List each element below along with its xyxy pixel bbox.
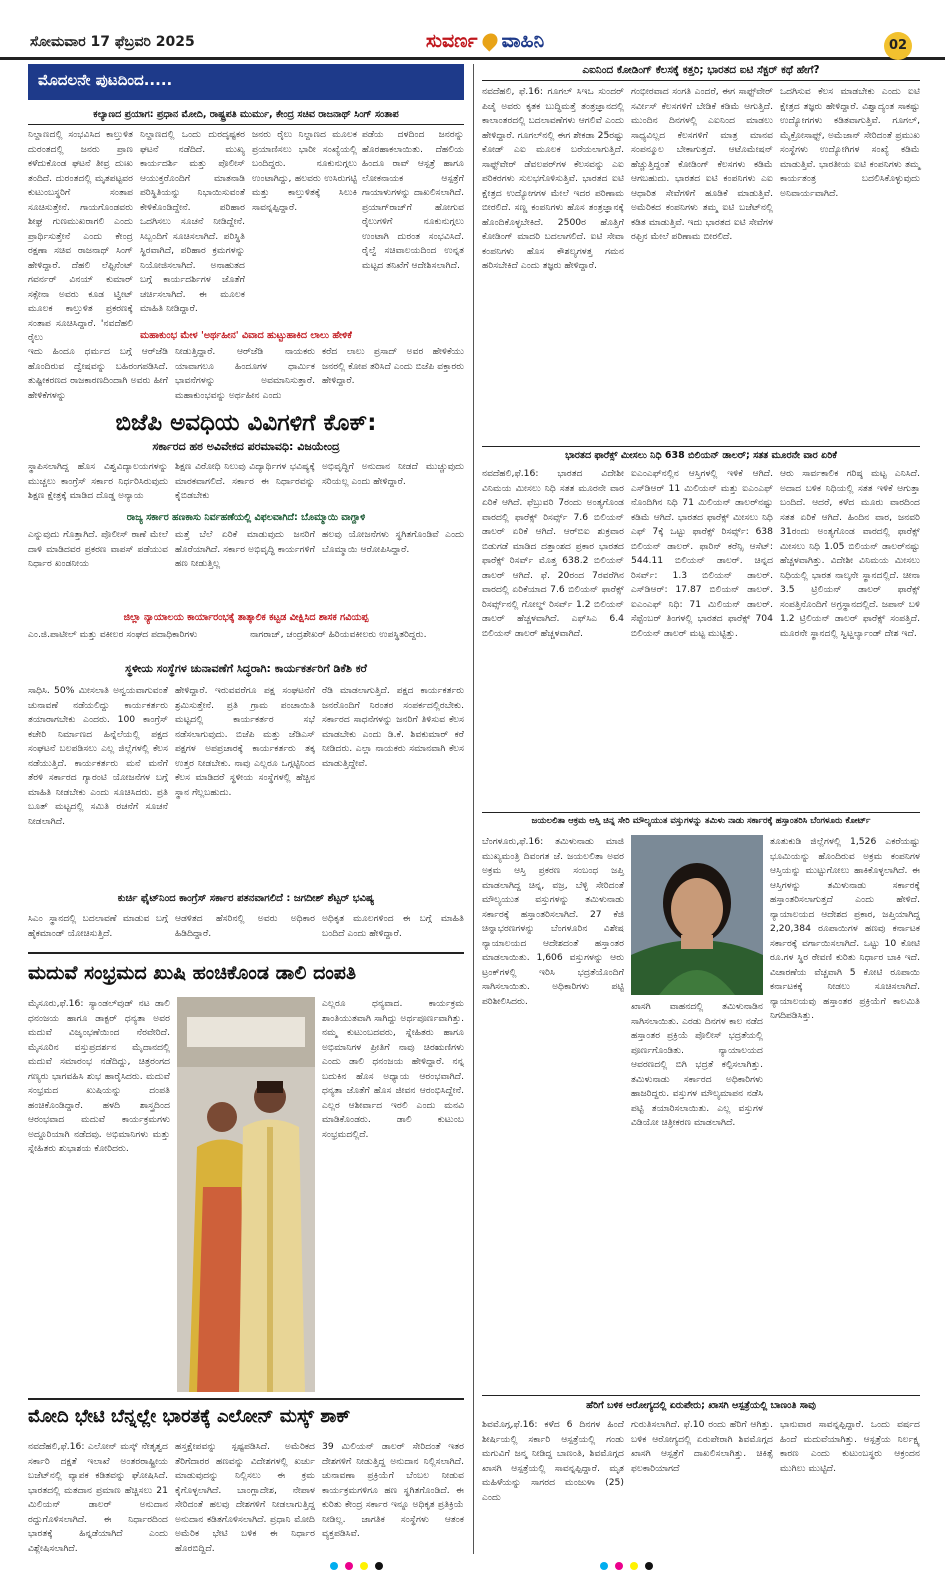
story2-col3: ಕರೆದ ಲಾಲು ಪ್ರಸಾದ್ ಅವರ ಹೇಳಿಕೆಯು ಜನರಲ್ಲಿ ಕೋಪ ತರಿಸಿದೆ ಎಂದು ಬಿಜೆಪಿ ವಕ್ತಾರರು ಹೇಳಿದ್ದಾರೆ. bbox=[322, 346, 464, 386]
story6-headline: ಸ್ಥಳೀಯ ಸಂಸ್ಥೆಗಳ ಚುನಾವಣೆಗೆ ಸಿದ್ಧರಾಗಿ: ಕಾರ್ಯಕರ್ತರಿಗೆ ಡಿಕೆಶಿ ಕರೆ bbox=[125, 662, 367, 675]
musk-col1: ನವದೆಹಲಿ,ಫೆ.16: ಎಲೋನ್ ಮಸ್ಕ್ ನೇತೃತ್ವದ ಸರ್ಕಾರಿ ದಕ್ಷತೆ ಇಲಾಖೆ ಅಂತರರಾಷ್ಟ್ರೀಯ ಬಜೆಟ್‌ನಲ್ಲಿ ವ್ಯಾಪಕ ಕಡಿತವನ್ನು ಘೋಷಿಸಿದೆ. ಭಾರತದಲ್ಲಿ ಮತದಾನ ಪ್ರಮಾಣ ಹೆಚ್ಚಿಸಲು 21 ಮಿಲಿಯನ್ ಡಾಲರ್ ಅನುದಾನ ರದ್ದುಗೊಳಿಸಲಾಗಿದೆ. ಈ ನಿರ್ಧಾರದಿಂದ ಭಾರತಕ್ಕೆ ಹಿನ್ನಡೆಯಾಗಿದೆ ಎಂದು ವಿಶ್ಲೇಷಿಸಲಾಗಿದೆ. bbox=[28, 1441, 168, 1554]
story6-col3: ರೆಡಿ ಮಾಡಲಾಗುತ್ತಿದೆ. ಪಕ್ಷದ ಕಾರ್ಯಕರ್ತರು ಜನರೊಂದಿಗೆ ನಿರಂತರ ಸಂಪರ್ಕದಲ್ಲಿರಬೇಕು. ಸರ್ಕಾರದ ಸಾಧನೆಗಳನ್ನು ಜನರಿಗೆ ತಿಳಿಸುವ ಕೆಲಸ ಮಾಡಬೇಕು ಎಂದು ಡಿ.ಕೆ. ಶಿವಕುಮಾರ್ ಕರೆ ನೀಡಿದರು. ಎಲ್ಲಾ ನಾಯಕರು ಸಮಾನವಾಗಿ ಕೆಲಸ ಮಾಡುತ್ತಿದ್ದೇವೆ. bbox=[322, 685, 464, 769]
story3-col2: ಶಿಕ್ಷಣ ವಿರೋಧಿ ನಿಲುವು ವಿದ್ಯಾರ್ಥಿಗಳ ಭವಿಷ್ಯಕ್ಕೆ ಮಾರಕವಾಗಲಿದೆ. ಸರ್ಕಾರ ಈ ನಿರ್ಧಾರವನ್ನು ಕೈಬಿಡಬೇಕು bbox=[175, 461, 315, 501]
wedding-col1: ಮೈಸೂರು,ಫೆ.16: ಸ್ಯಾಂಡಲ್‌ವುಡ್ ನಟ ಡಾಲಿ ಧನಂಜಯ ಹಾಗೂ ಡಾಕ್ಟರ್ ಧನ್ಯತಾ ಅವರ ಮದುವೆ ವಿಜೃಂಭಣೆಯಿಂದ ನೆರವೇರಿದೆ. ಮೈಸೂರಿನ ವಸ್ತುಪ್ರದರ್ಶನ ಮೈದಾನದಲ್ಲಿ ಮದುವೆ ಸಮಾರಂಭ ನಡೆದಿದ್ದು, ಚಿತ್ರರಂಗದ ಗಣ್ಯರು ಭಾಗವಹಿಸಿ ಶುಭ ಹಾರೈಸಿದರು. ಮದುವೆ ಸಂಭ್ರಮದ ಖುಷಿಯನ್ನು ದಂಪತಿ ಹಂಚಿಕೊಂಡಿದ್ದಾರೆ. ಹಳದಿ ಶಾಸ್ತ್ರದಿಂದ ಆರಂಭವಾದ ಮದುವೆ ಕಾರ್ಯಕ್ರಮಗಳು ಅದ್ದೂರಿಯಾಗಿ ನಡೆದವು. ಅಭಿಮಾನಿಗಳು ಮತ್ತು ಸ್ನೇಹಿತರು ಶುಭಾಶಯ ಕೋರಿದರು. bbox=[28, 998, 170, 1154]
story1-col4: ಪಡೆಯ ದಳದಿಂದ ಜನರನ್ನು ಹೊರಹಾಕಲಾಯಿತು. ದೆಹಲಿಯ ಹಿಂದೂ ರಾವ್ ಆಸ್ಪತ್ರೆ ಹಾಗೂ ಲೋಕನಾಯಕ ಆಸ್ಪತ್ರೆಗೆ ಗಾಯಾಳುಗಳನ್ನು ದಾಖಲಿಸಲಾಗಿದೆ. ಪ್ರಯಾಗ್‌ರಾಜ್‌ಗೆ ಹೋಗುವ ರೈಲುಗಳಿಗೆ ನೂಕುನುಗ್ಗಲು ಉಂಟಾಗಿ ದುರಂತ ಸಂಭವಿಸಿದೆ. ರೈಲ್ವೆ ಸಚಿವಾಲಯದಿಂದ ಉನ್ನತ ಮಟ್ಟದ ತನಿಖೆಗೆ ಆದೇಶಿಸಲಾಗಿದೆ. bbox=[362, 129, 464, 271]
musk-col2: ಹಸ್ತಕ್ಷೇಪವನ್ನು ಸ್ಪಷ್ಟಪಡಿಸಿದೆ. ಅಮೆರಿಕದ ತೆರಿಗೆದಾರರ ಹಣವನ್ನು ವಿದೇಶಗಳಲ್ಲಿ ಖರ್ಚು ಮಾಡುವುದನ್ನು ನಿಲ್ಲಿಸಲು ಈ ಕ್ರಮ ಕೈಗೊಳ್ಳಲಾಗಿದೆ. ಬಾಂಗ್ಲಾದೇಶ, ನೇಪಾಳ ಸೇರಿದಂತೆ ಹಲವು ದೇಶಗಳಿಗೆ ನೀಡಲಾಗುತ್ತಿದ್ದ ಅನುದಾನ ಕಡಿತಗೊಳಿಸಲಾಗಿದೆ. ಪ್ರಧಾನಿ ಮೋದಿ ಅಮೆರಿಕ ಭೇಟಿ ಬಳಿಕ ಈ ನಿರ್ಧಾರ ಹೊರಬಿದ್ದಿದೆ. bbox=[175, 1441, 315, 1554]
death-col1: ಶಿವಮೊಗ್ಗ,ಫೆ.16: ಕಳೆದ 6 ದಿನಗಳ ಹಿಂದೆ ಶೀರ್ಷಿಯಲ್ಲಿ ಸರ್ಕಾರಿ ಆಸ್ಪತ್ರೆಯಲ್ಲಿ ಗಂಡು ಮಗುವಿಗೆ ಜನ್ಮ ನೀಡಿದ್ದ ಬಾಣಂತಿ, ಶಿವಮೊಗ್ಗದ ಖಾಸಗಿ ಆಸ್ಪತ್ರೆಯಲ್ಲಿ ಸಾವನ್ನಪ್ಪಿದ್ದಾರೆ. ಮೃತ ಮಹಿಳೆಯನ್ನು ಸಾಗರದ ಮಂಜುಳಾ (25) ಎಂದು bbox=[482, 1419, 624, 1503]
jayalalithaa-photo bbox=[631, 835, 763, 995]
story3-col3: ಅಭಿವೃದ್ಧಿಗೆ ಅನುದಾನ ನೀಡದೆ ಮುಚ್ಚುವುದು ಸರಿಯಲ್ಲ ಎಂದು ಹೇಳಿದ್ದಾರೆ. bbox=[322, 461, 464, 487]
story3-subhead: ಸರ್ಕಾರದ ಹಠ ಅವಿವೇಕದ ಪರಮಾವಧಿ: ವಿಜಯೇಂದ್ರ bbox=[152, 440, 340, 453]
death-col2: ಗುರುತಿಸಲಾಗಿದೆ. ಫೆ.10 ರಂದು ಹೆರಿಗೆ ಆಗಿತ್ತು. ಬಳಿಕ ಆರೋಗ್ಯದಲ್ಲಿ ಏರುಪೇರಾಗಿ ಶಿವಮೊಗ್ಗದ ಖಾಸಗಿ ಆಸ್ಪತ್ರೆಗೆ ದಾಖಲಿಸಲಾಗಿತ್ತು. ಚಿಕಿತ್ಸೆ ಫಲಕಾರಿಯಾಗದೆ bbox=[631, 1419, 773, 1474]
jayalalithaa-portrait-image bbox=[631, 835, 763, 995]
wedding-headline: ಮದುವೆ ಸಂಭ್ರಮದ ಖುಷಿ ಹಂಚಿಕೊಂಡ ಡಾಲಿ ದಂಪತಿ bbox=[28, 962, 357, 984]
forex-col2: ಐಎಂಎಫ್‌ನಲ್ಲಿನ ಆಸ್ತಿಗಳಲ್ಲಿ ಇಳಿಕೆ ಆಗಿದೆ. ಎಸ್‌ಡಿಆರ್ 11 ಮಿಲಿಯನ್ ಮತ್ತು ಐಎಂಎಫ್ ನೊಂದಿಗಿನ ನಿಧಿ 71 ಮಿಲಿಯನ್ ಡಾಲರ್‌ನಷ್ಟು ಕಡಿಮೆ ಆಗಿದೆ. ಭಾರತದ ಫಾರೆಕ್ಸ್ ಮೀಸಲು ನಿಧಿ ಎಫ್ 7ಕ್ಕೆ ಒಟ್ಟು ಫಾರೆಕ್ಸ್ ರಿಸರ್ವ್ಸ್: 638 ಬಿಲಿಯನ್ ಡಾಲರ್. ಫಾರಿನ್ ಕರೆನ್ಸಿ ಆಸೆಟ್: 544.11 ಬಿಲಿಯನ್ ಡಾಲರ್. ಚಿನ್ನದ ರಿಸರ್ವ್: 1.3 ಬಿಲಿಯನ್ ಡಾಲರ್. ಎಸ್‌ಡಿಆರ್: 17.87 ಬಿಲಿಯನ್ ಡಾಲರ್. ಐಎಂಎಫ್‌ ನಿಧಿ: 71 ಮಿಲಿಯನ್ ಡಾಲರ್. ಸೆಪ್ಟೆಂಬರ್ ತಿಂಗಳಲ್ಲಿ ಭಾರತದ ಫಾರೆಕ್ಸ್ 704 ಬಿಲಿಯನ್ ಡಾಲರ್ ಮಟ್ಟ ಮುಟ್ಟಿತ್ತು. bbox=[631, 468, 773, 639]
jaya-headline: ಜಯಲಲಿತಾ ಆಕ್ರಮ ಆಸ್ತಿ ಚಿನ್ನ ಸೇರಿ ಮೌಲ್ಯಯುತ ವಸ್ತುಗಳನ್ನು ತಮಿಳು ನಾಡು ಸರ್ಕಾರಕ್ಕೆ ಹಸ್ತಾಂತರಿಸಿ ಬೆಂಗಳೂರು ಕೋರ್ಟ್ bbox=[531, 816, 871, 826]
jaya-col1: ಬೆಂಗಳೂರು,ಫೆ.16: ತಮಿಳುನಾಡು ಮಾಜಿ ಮುಖ್ಯಮಂತ್ರಿ ದಿವಂಗತ ಜೆ. ಜಯಲಲಿತಾ ಅವರ ಅಕ್ರಮ ಆಸ್ತಿ ಪ್ರಕರಣ ಸಂಬಂಧ ಜಪ್ತಿ ಮಾಡಲಾಗಿದ್ದ ಚಿನ್ನ, ವಜ್ರ, ಬೆಳ್ಳಿ ಸೇರಿದಂತೆ ಮೌಲ್ಯಯುತ ವಸ್ತುಗಳನ್ನು ತಮಿಳುನಾಡು ಸರ್ಕಾರಕ್ಕೆ ಹಸ್ತಾಂತರಿಸಲಾಗಿದೆ. 27 ಕೆಜಿ ಚಿನ್ನಾಭರಣಗಳನ್ನು ಬೆಂಗಳೂರಿನ ವಿಶೇಷ ನ್ಯಾಯಾಲಯದ ಆದೇಶದಂತೆ ಹಸ್ತಾಂತರ ಮಾಡಲಾಯಿತು. 1,606 ವಸ್ತುಗಳನ್ನು ಆರು ಟ್ರಂಕ್‌ಗಳಲ್ಲಿ ಇರಿಸಿ ಭದ್ರತೆಯೊಂದಿಗೆ ಸಾಗಿಸಲಾಯಿತು. ಅಧಿಕಾರಿಗಳು ಪಟ್ಟಿ ಪರಿಶೀಲಿಸಿದರು. bbox=[482, 836, 624, 1007]
wedding-col2: ಎಲ್ಲರೂ ಧನ್ಯವಾದ. ಕಾರ್ಯಕ್ರಮ ಶಾಂತಿಯುತವಾಗಿ ಸಾಗಿದ್ದು ಅರ್ಥಪೂರ್ಣವಾಗಿತ್ತು. ನಮ್ಮ ಕುಟುಂಬದವರು, ಸ್ನೇಹಿತರು ಹಾಗೂ ಅಭಿಮಾನಿಗಳ ಪ್ರೀತಿಗೆ ನಾವು ಚಿರಋಣಿಗಳು ಎಂದು ಡಾಲಿ ಧನಂಜಯ ಹೇಳಿದ್ದಾರೆ. ನನ್ನ ಬದುಕಿನ ಹೊಸ ಅಧ್ಯಾಯ ಆರಂಭವಾಗಿದೆ. ಧನ್ಯತಾ ಜೊತೆಗೆ ಹೊಸ ಜೀವನ ಆರಂಭಿಸಿದ್ದೇನೆ. ಎಲ್ಲರ ಆಶೀರ್ವಾದ ಇರಲಿ ಎಂದು ಮನವಿ ಮಾಡಿಕೊಂಡರು. ಡಾಲಿ ಕುಟುಂಬ ಸಂಭ್ರಮದಲ್ಲಿದೆ. bbox=[322, 998, 464, 1140]
story2-col1: ಇದು ಹಿಂದೂ ಧರ್ಮದ ಬಗ್ಗೆ ಆರ್‌ಜೆಡಿ ಹೊಂದಿರುವ ದ್ವೇಷವನ್ನು ಬಹಿರಂಗಪಡಿಸಿದೆ. ತುಷ್ಟೀಕರಣದ ರಾಜಕಾರಣದಿಂದಾಗಿ ಅವರು ಹೀಗೆ ಹೇಳಿಕೆಗಳನ್ನು bbox=[28, 346, 168, 401]
masthead-brand bbox=[390, 30, 580, 58]
musk-top-rule bbox=[28, 1398, 464, 1400]
wedding-couple-image bbox=[177, 997, 315, 1392]
story4-col2: ಮತ್ತೆ ಬೆಲೆ ಏರಿಕೆ ಮಾಡುವುದು ಜನರಿಗೆ ಹೊರೆಯಾಗಿದೆ. ಸರ್ಕಾರ ಅಭಿವೃದ್ಧಿ ಕಾರ್ಯಗಳಿಗೆ ಹಣ ನೀಡುತ್ತಿಲ್ಲ bbox=[175, 529, 315, 569]
it-rule bbox=[482, 80, 920, 81]
story5-col1: ಎಂ.ಜಿ.ಪಾಟೀಲ್ ಮತ್ತು ವಕೀಲರ ಸಂಘದ ಪದಾಧಿಕಾರಿಗಳು bbox=[28, 629, 198, 640]
jaya-col2: ಖಾಸಗಿ ವಾಹನದಲ್ಲಿ ತಮಿಳುನಾಡಿನ ಸಾಗಿಸಲಾಯಿತು. ಎರಡು ದಿನಗಳ ಕಾಲ ನಡೆದ ಹಸ್ತಾಂತರ ಪ್ರಕ್ರಿಯೆ ಪೊಲೀಸ್ ಭದ್ರತೆಯಲ್ಲಿ ಪೂರ್ಣಗೊಂಡಿತು. ನ್ಯಾಯಾಲಯದ ಆವರಣದಲ್ಲಿ ಬಿಗಿ ಭದ್ರತೆ ಕಲ್ಪಿಸಲಾಗಿತ್ತು. ತಮಿಳುನಾಡು ಸರ್ಕಾರದ ಅಧಿಕಾರಿಗಳು ಹಾಜರಿದ್ದರು. ವಸ್ತುಗಳ ಮೌಲ್ಯಮಾಪನ ನಡೆಸಿ ಪಟ್ಟಿ ತಯಾರಿಸಲಾಯಿತು. ಎಲ್ಲ ವಸ್ತುಗಳ ವಿಡಿಯೋ ಚಿತ್ರೀಕರಣ ಮಾಡಲಾಗಿದೆ. bbox=[631, 1001, 763, 1128]
reg-mark-yellow-2 bbox=[630, 1562, 638, 1570]
story2-col2: ನೀಡುತ್ತಿದ್ದಾರೆ. ಆರ್‌ಜೆಡಿ ನಾಯಕರು ಯಾವಾಗಲೂ ಹಿಂದೂಗಳ ಧಾರ್ಮಿಕ ಭಾವನೆಗಳನ್ನು ಅವಮಾನಿಸುತ್ತಾರೆ. ಮಹಾಕುಂಭವನ್ನು ಅರ್ಥಹೀನ ಎಂದು bbox=[175, 346, 315, 401]
story1-rule bbox=[28, 124, 464, 125]
it-col1: ನವದೆಹಲಿ, ಫೆ.16: ಗೂಗಲ್ ಸಿಇಒ ಸುಂದರ್ ಪಿಚೈ ಅವರು ಕೃತಕ ಬುದ್ಧಿಮತ್ತೆ ತಂತ್ರಜ್ಞಾನದಲ್ಲಿ ಕಾಲಾಂತರದಲ್ಲಿ ಬದಲಾವಣೆಗಳು ಆಗಲಿವೆ ಎಂದು ಹೇಳಿದ್ದಾರೆ. ಗೂಗಲ್‌ನಲ್ಲಿ ಈಗ ಶೇಕಡಾ 25ರಷ್ಟು ಕೋಡ್ ಎಐ ಮೂಲಕ ಬರೆಯಲಾಗುತ್ತಿದೆ. ಸಾಫ್ಟ್‌ವೇರ್ ಡೆವಲಪರ್‌ಗಳ ಕೆಲಸವನ್ನು ಎಐ ಪರಿಕರಗಳು ಸುಲಭಗೊಳಿಸುತ್ತಿವೆ. ಭಾರತದ ಐಟಿ ಕ್ಷೇತ್ರದ ಉದ್ಯೋಗಗಳ ಮೇಲೆ ಇದರ ಪರಿಣಾಮ ಬೀರಲಿದೆ. ಸಣ್ಣ ಕಂಪನಿಗಳು ಹೊಸ ತಂತ್ರಜ್ಞಾನಕ್ಕೆ ಹೊಂದಿಕೊಳ್ಳಬೇಕಿದೆ. 2500ರ ಹೊತ್ತಿಗೆ ಕೋಡಿಂಗ್ ಮಾದರಿ ಬದಲಾಗಲಿದೆ. ಐಟಿ ಸೇವಾ ಕಂಪನಿಗಳು ಹೊಸ ಕೌಶಲ್ಯಗಳತ್ತ ಗಮನ ಹರಿಸಬೇಕಿದೆ ಎಂದು ತಜ್ಞರು ಹೇಳಿದ್ದಾರೆ. bbox=[482, 86, 624, 271]
page-number: 02 bbox=[888, 38, 908, 53]
story4-col1: ಎನ್ನುವುದು ಗೊತ್ತಾಗಿದೆ. ಪೊಲೀಸ್ ಠಾಣೆ ಮೇಲೆ ದಾಳಿ ಮಾಡಿದವರ ಪ್ರಕರಣ ವಾಪಸ್ ಪಡೆಯುವ ನಿರ್ಧಾರ ಖಂಡನೀಯ bbox=[28, 529, 168, 569]
forex-col1: ನವದೆಹಲಿ,ಫೆ.16: ಭಾರತದ ವಿದೇಶೀ ವಿನಿಮಯ ಮೀಸಲು ನಿಧಿ ಸತತ ಮೂರನೇ ವಾರ ಏರಿಕೆ ಆಗಿದೆ. ಫೆಬ್ರುವರಿ 7ರಂದು ಅಂತ್ಯಗೊಂಡ ವಾರದಲ್ಲಿ ಫಾರೆಕ್ಸ್ ರಿಸರ್ವ್ಸ್ 7.6 ಬಿಲಿಯನ್ ಡಾಲರ್ ಏರಿಕೆ ಆಗಿದೆ. ಆರ್‌ಬಿಐ ಶುಕ್ರವಾರ ಬಿಡುಗಡೆ ಮಾಡಿದ ದತ್ತಾಂಶದ ಪ್ರಕಾರ ಭಾರತದ ಫಾರೆಕ್ಸ್ ರಿಸರ್ವ್ ಮೊತ್ತ 638.2 ಬಿಲಿಯನ್ ಡಾಲರ್ ಆಗಿದೆ. ಫೆ. 20ರಂದ 7ರವರೆಗಿನ ವಾರದಲ್ಲಿ ಏರಿಕೆಯಾದ 7.6 ಬಿಲಿಯನ್ ಫಾರೆಕ್ಸ್ ರಿಸರ್ವ್ಸ್‌ನಲ್ಲಿ ಗೋಲ್ಡ್ ರಿಸರ್ವ್ 1.2 ಬಿಲಿಯನ್ ಡಾಲರ್ ಹೆಚ್ಚಳವಾಗಿದೆ. ಎಫ್‌ಸಿಎ 6.4 ಬಿಲಿಯನ್ ಡಾಲರ್ ಹೆಚ್ಚಳವಾಗಿದೆ. bbox=[482, 468, 624, 639]
it-headline: ಎಐನಿಂದ ಕೋಡಿಂಗ್ ಕೆಲಸಕ್ಕೆ ಕತ್ತರಿ; ಭಾರತದ ಐಟಿ ಸೆಕ್ಟರ್ ಕಥೆ ಹೇಗೆ? bbox=[582, 64, 820, 76]
jaya-col3: ತೂತುಕುಡಿ ಜಿಲ್ಲೆಗಳಲ್ಲಿ 1,526 ಎಕರೆಯಷ್ಟು ಭೂಮಿಯನ್ನು ಹೊಂದಿರುವ ಅಕ್ರಮ ಕಂಪನಿಗಳ ಆಸ್ತಿಯನ್ನು ಮುಟ್ಟುಗೋಲು ಹಾಕಿಕೊಳ್ಳಲಾಗಿದೆ. ಈ ಆಸ್ತಿಗಳನ್ನು ತಮಿಳುನಾಡು ಸರ್ಕಾರಕ್ಕೆ ಹಸ್ತಾಂತರಿಸಲಾಗುತ್ತದೆ ಎಂದು ಹೇಳಿದೆ. ನ್ಯಾಯಾಲಯದ ಆದೇಶದ ಪ್ರಕಾರ, ಜಪ್ತಿಯಾಗಿದ್ದ 2,20,384 ರೂಪಾಯಿಗಳ ಹಣವು ಕರ್ನಾಟಕ ಸರ್ಕಾರಕ್ಕೆ ವರ್ಗಾಯಿಸಲಾಗಿದೆ. ಒಟ್ಟು 10 ಕೋಟಿ ರೂ.ಗಳ ಸ್ಥಿರ ಠೇವಣಿ ಕುರಿತು ನಿರ್ಧಾರ ಬಾಕಿ ಇದೆ. ವಿಚಾರಣೆಯ ವೆಚ್ಚವಾಗಿ 5 ಕೋಟಿ ರೂಪಾಯಿ ಕರ್ನಾಟಕಕ್ಕೆ ನೀಡಲು ಸೂಚಿಸಲಾಗಿದೆ. ನ್ಯಾಯಾಲಯವು ಹಸ್ತಾಂತರ ಪ್ರಕ್ರಿಯೆಗೆ ಕಾಲಮಿತಿ ನಿಗದಿಪಡಿಸಿತ್ತು. bbox=[770, 836, 920, 1021]
forex-headline: ಭಾರತದ ಫಾರೆಕ್ಸ್ ಮೀಸಲು ನಿಧಿ 638 ಬಿಲಿಯನ್ ಡಾಲರ್; ಸತತ ಮೂರನೇ ವಾರ ಏರಿಕೆ bbox=[565, 450, 837, 461]
jaya-top-rule bbox=[482, 812, 920, 813]
wedding-photo bbox=[177, 997, 315, 1392]
death-headline: ಹೆರಿಗೆ ಬಳಿಕ ಆರೋಗ್ಯದಲ್ಲಿ ಏರುಪೇರು; ಖಾಸಗಿ ಆಸ್ಪತ್ರೆಯಲ್ಲಿ ಬಾಣಂತಿ ಸಾವು bbox=[586, 1400, 816, 1411]
it-col2: ಗಂಭೀರವಾದ ಸಂಗತಿ ಎಂದರೆ, ಈಗ ಸಾಫ್ಟ್‌ವೇರ್ ಸರ್ವೀಸ್ ಕೆಲಸಗಳಿಗೆ ಬೇಡಿಕೆ ಕಡಿಮೆ ಆಗುತ್ತಿದೆ. ಮುಂದಿನ ದಿನಗಳಲ್ಲಿ ಎಐನಿಂದ ಮಾಡಲು ಸಾಧ್ಯವಿಲ್ಲದ ಕೆಲಸಗಳಿಗೆ ಮಾತ್ರ ಮಾನವ ಸಂಪನ್ಮೂಲ ಬೇಕಾಗುತ್ತದೆ. ಆಟೊಮೇಷನ್ ಹೆಚ್ಚುತ್ತಿದ್ದಂತೆ ಕೋಡಿಂಗ್ ಕೆಲಸಗಳು ಕಡಿಮೆ ಆಗಬಹುದು. ಭಾರತದ ಐಟಿ ಕಂಪನಿಗಳು ಎಐ ಆಧಾರಿತ ಸೇವೆಗಳಿಗೆ ಹೂಡಿಕೆ ಮಾಡುತ್ತಿವೆ. ಅಮೆರಿಕದ ಕಂಪನಿಗಳು ತಮ್ಮ ಐಟಿ ಬಜೆಟ್‌ನಲ್ಲಿ ಕಡಿತ ಮಾಡುತ್ತಿವೆ. ಇದು ಭಾರತದ ಐಟಿ ಸೇವೆಗಳ ರಫ್ತಿನ ಮೇಲೆ ಪರಿಣಾಮ ಬೀರಲಿದೆ. bbox=[631, 86, 773, 242]
death-top-rule bbox=[482, 1395, 920, 1396]
musk-headline: ಮೋದಿ ಭೇಟಿ ಬೆನ್ನಲ್ಲೇ ಭಾರತಕ್ಕೆ ಎಲೋನ್ ಮಸ್ಕ್ ಶಾಕ್ bbox=[28, 1406, 351, 1427]
forex-top-rule bbox=[482, 446, 920, 447]
story6-col2: ಹೇಳಿದ್ದಾರೆ. ಇರುವವರೆಗೂ ಪಕ್ಷ ಸಂಘಟನೆಗೆ ಶ್ರಮಿಸುತ್ತೇನೆ. ಪ್ರತಿ ಗ್ರಾಮ ಪಂಚಾಯಿತಿ ಮಟ್ಟದಲ್ಲಿ ಕಾರ್ಯಕರ್ತರ ಸಭೆ ನಡೆಸಲಾಗುವುದು. ಬಿಜೆಪಿ ಮತ್ತು ಜೆಡಿಎಸ್ ಪಕ್ಷಗಳ ಅಪಪ್ರಚಾರಕ್ಕೆ ಕಾರ್ಯಕರ್ತರು ತಕ್ಕ ಉತ್ತರ ನೀಡಬೇಕು. ನಾವು ಎಲ್ಲರೂ ಒಗ್ಗಟ್ಟಿನಿಂದ ಕೆಲಸ ಮಾಡಿದರೆ ಸ್ಥಳೀಯ ಸಂಸ್ಥೆಗಳಲ್ಲಿ ಹೆಚ್ಚಿನ ಸ್ಥಾನ ಗೆಲ್ಲಬಹುದು. bbox=[175, 685, 315, 798]
reg-mark-cyan bbox=[330, 1562, 338, 1570]
story3-headline: ಬಿಜೆಪಿ ಅವಧಿಯ ವಿವಿಗಳಿಗೆ ಕೊಕ್: bbox=[115, 410, 377, 436]
story4-headline: ರಾಜ್ಯ ಸರ್ಕಾರ ಹಣಕಾಸು ನಿರ್ವಹಣೆಯಲ್ಲಿ ವಿಫಲವಾಗಿದೆ: ಬೊಮ್ಮಾಯಿ ವಾಗ್ದಾಳಿ bbox=[126, 512, 366, 523]
musk-col3: 39 ಮಿಲಿಯನ್ ಡಾಲರ್ ಸೇರಿದಂತೆ ಇತರ ದೇಶಗಳಿಗೆ ನೀಡುತ್ತಿದ್ದ ಅನುದಾನ ನಿಲ್ಲಿಸಲಾಗಿದೆ. ಚುನಾವಣಾ ಪ್ರಕ್ರಿಯೆಗೆ ಬೆಂಬಲ ನೀಡುವ ಕಾರ್ಯಕ್ರಮಗಳಿಗೂ ಹಣ ಸ್ಥಗಿತಗೊಂಡಿದೆ. ಈ ಕುರಿತು ಕೇಂದ್ರ ಸರ್ಕಾರ ಇನ್ನೂ ಅಧಿಕೃತ ಪ್ರತಿಕ್ರಿಯೆ ನೀಡಿಲ್ಲ. ಜಾಗತಿಕ ಸಂಸ್ಥೆಗಳು ಆತಂಕ ವ್ಯಕ್ತಪಡಿಸಿವೆ. bbox=[322, 1441, 464, 1539]
reg-mark-magenta bbox=[345, 1562, 353, 1570]
story5-headline: ಜಿಲ್ಲಾ ನ್ಯಾಯಾಲಯ ಕಾರ್ಯಾರಂಭಕ್ಕೆ ತಾತ್ಕಾಲಿಕ ಕಟ್ಟಡ ವೀಕ್ಷಿಸಿದ ಶಾಸಕ ಗವಿಯಪ್ಪ bbox=[123, 612, 369, 623]
reg-mark-cyan-2 bbox=[600, 1562, 608, 1570]
it-col3: ಒದಗಿಸುವ ಕೆಲಸ ಮಾಡಬೇಕು ಎಂದು ಐಟಿ ಕ್ಷೇತ್ರದ ತಜ್ಞರು ಹೇಳಿದ್ದಾರೆ. ವಿಶ್ವಾದ್ಯಂತ ಸಾಕಷ್ಟು ಉದ್ಯೋಗಗಳು ಕಡಿತವಾಗುತ್ತಿವೆ. ಗೂಗಲ್, ಮೈಕ್ರೋಸಾಫ್ಟ್, ಅಮೆಜಾನ್ ಸೇರಿದಂತೆ ಪ್ರಮುಖ ಸಂಸ್ಥೆಗಳು ಉದ್ಯೋಗಿಗಳ ಸಂಖ್ಯೆ ಕಡಿಮೆ ಮಾಡುತ್ತಿವೆ. ಭಾರತೀಯ ಐಟಿ ಕಂಪನಿಗಳು ತಮ್ಮ ಕಾರ್ಯತಂತ್ರ ಬದಲಿಸಿಕೊಳ್ಳುವುದು ಅನಿವಾರ್ಯವಾಗಿದೆ. bbox=[780, 86, 920, 199]
story7-headline: ಕುರ್ಚಿ ಫೈಟ್‌ನಿಂದ ಕಾಂಗ್ರೆಸ್ ಸರ್ಕಾರ ಪತನವಾಗಲಿದೆ : ಜಗದೀಶ್ ಶೆಟ್ಟರ್ ಭವಿಷ್ಯ bbox=[117, 893, 375, 904]
brand-left: ಸುವರ್ಣ bbox=[425, 30, 478, 52]
story1-col2: ನಿಲ್ದಾಣದಲ್ಲಿ ಒಂದು ದುರದೃಷ್ಟಕರ ಘಟನೆ ನಡೆದಿದೆ. ಮುಖ್ಯ ಕಾರ್ಯದರ್ಶಿ ಮತ್ತು ಪೊಲೀಸ್ ಆಯುಕ್ತರೊಂದಿಗೆ ಮಾತನಾಡಿ ಪರಿಸ್ಥಿತಿಯನ್ನು ನಿಭಾಯಿಸುವಂತೆ ಕೇಳಿಕೊಂಡಿದ್ದೇನೆ. ಪರಿಹಾರ ಒದಗಿಸಲು ಸೂಚನೆ ನೀಡಿದ್ದೇನೆ. ಸಿಬ್ಬಂದಿಗೆ ಸೂಚಿಸಲಾಗಿದೆ. ಪರಿಸ್ಥಿತಿ ಸ್ಥಿರವಾಗಿದೆ, ಪರಿಹಾರ ಕ್ರಮಗಳನ್ನು ನಿಯೋಜಿಸಲಾಗಿದೆ. ಅನಾಹುತದ ಬಗ್ಗೆ ಕಾರ್ಯದರ್ಶಿಗಳ ಜೊತೆಗೆ ಚರ್ಚಿಸಲಾಗಿದೆ. ಈ ಮೂಲಕ ಮಾಹಿತಿ ನೀಡಿದ್ದಾರೆ. bbox=[140, 129, 245, 314]
reg-mark-black bbox=[375, 1562, 383, 1570]
story1-headline: ಕಲ್ಯಾಣದ ಪ್ರಯಾಗ: ಪ್ರಧಾನ ಮೋದಿ, ರಾಷ್ಟ್ರಪತಿ ಮುರ್ಮು, ಕೇಂದ್ರ ಸಚಿವ ರಾಜನಾಥ್ ಸಿಂಗ್ ಸಂತಾಪ bbox=[93, 109, 399, 120]
story1-col1: ನಿಲ್ದಾಣದಲ್ಲಿ ಸಂಭವಿಸಿದ ಕಾಲ್ತುಳಿತ ದುರಂತದಲ್ಲಿ ಜನರು ಪ್ರಾಣ ಕಳೆದುಕೊಂಡ ಘಟನೆ ತೀವ್ರ ದುಃಖ ತಂದಿದೆ. ದುರಂತದಲ್ಲಿ ಮೃತಪಟ್ಟವರ ಕುಟುಂಬಸ್ಥರಿಗೆ ಸಂತಾಪ ಸೂಚಿಸುತ್ತೇನೆ. ಗಾಯಗೊಂಡವರು ಶೀಘ್ರ ಗುಣಮುಖರಾಗಲಿ ಎಂದು ಪ್ರಾರ್ಥಿಸುತ್ತೇನೆ ಎಂದು ಕೇಂದ್ರ ರಕ್ಷಣಾ ಸಚಿವ ರಾಜನಾಥ್ ಸಿಂಗ್ ಹೇಳಿದ್ದಾರೆ. ದೆಹಲಿ ಲೆಫ್ಟಿನೆಂಟ್ ಗವರ್ನರ್ ವಿನಯ್ ಕುಮಾರ್ ಸಕ್ಸೇನಾ ಅವರು ಕೂಡ ಟ್ವೀಟ್ ಮೂಲಕ ಕಾಲ್ತುಳಿತ ಪ್ರಕರಣಕ್ಕೆ ಸಂತಾಪ ಸೂಚಿಸಿದ್ದಾರೆ. 'ನವದೆಹಲಿ ರೈಲು bbox=[28, 129, 133, 343]
page-number-badge bbox=[884, 32, 912, 60]
story4-col3: ಹಲವು ಯೋಜನೆಗಳು ಸ್ಥಗಿತಗೊಂಡಿವೆ ಎಂದು ಬೊಮ್ಮಾಯಿ ಆರೋಪಿಸಿದ್ದಾರೆ. bbox=[322, 529, 464, 555]
story7-col1: ಸಿಎಂ ಸ್ಥಾನದಲ್ಲಿ ಬದಲಾವಣೆ ಮಾಡುವ ಬಗ್ಗೆ ಹೈಕಮಾಂಡ್ ಯೋಚಿಸುತ್ತಿದೆ. bbox=[28, 913, 168, 939]
story2-headline: ಮಹಾಕುಂಭ ಮೇಳ 'ಅರ್ಥಹೀನ' ವಿವಾದ ಹುಟ್ಟುಹಾಕಿದ ಲಾಲು ಹೇಳಿಕೆ bbox=[140, 330, 352, 341]
story5-col2: ನಾಗರಾಜ್, ಚಂದ್ರಶೇಖರ್ ಹಿರಿಯವಕೀಲರು ಉಪಸ್ಥಿತರಿದ್ದರು. bbox=[250, 629, 427, 640]
brand-right: ವಾಹಿನಿ bbox=[501, 30, 545, 52]
reg-mark-magenta-2 bbox=[615, 1562, 623, 1570]
story7-col2: ಆಡಳಿತದ ಹೆಸರಿನಲ್ಲಿ ಅವರು ಅಧಿಕಾರ ಹಿಡಿದಿದ್ದಾರೆ. bbox=[175, 913, 315, 939]
reg-mark-yellow bbox=[360, 1562, 368, 1570]
story6-col1: ಸಾಧಿಸಿ. 50% ಮೀಸಲಾತಿ ಅನ್ವಯವಾಗುವಂತೆ ಚುನಾವಣೆ ನಡೆಯಲಿದ್ದು ಕಾರ್ಯಕರ್ತರು ತಯಾರಾಗಬೇಕು ಎಂದರು. 100 ಕಾಂಗ್ರೆಸ್ ಕಚೇರಿ ನಿರ್ಮಾಣದ ಹಿನ್ನೆಲೆಯಲ್ಲಿ ಪಕ್ಷದ ಸಂಘಟನೆ ಬಲಪಡಿಸಲು ಎಲ್ಲ ಜಿಲ್ಲೆಗಳಲ್ಲಿ ಕೆಲಸ ನಡೆಯುತ್ತಿದೆ. ಕಾರ್ಯಕರ್ತರು ಮನೆ ಮನೆಗೆ ತೆರಳಿ ಸರ್ಕಾರದ ಗ್ಯಾರಂಟಿ ಯೋಜನೆಗಳ ಬಗ್ಗೆ ಮಾಹಿತಿ ನೀಡಬೇಕು ಎಂದು ಸೂಚಿಸಿದರು. ಪ್ರತಿ ಬೂತ್ ಮಟ್ಟದಲ್ಲಿ ಸಮಿತಿ ರಚನೆಗೆ ಸೂಚನೆ ನೀಡಲಾಗಿದೆ. bbox=[28, 685, 168, 827]
footer-registration-marks bbox=[0, 1560, 945, 1572]
brand-flame-icon bbox=[479, 30, 500, 51]
masthead bbox=[0, 0, 945, 60]
front-banner-label: ಮೊದಲನೇ ಪುಟದಿಂದ..... bbox=[38, 71, 173, 89]
story3-col1: ಸ್ಥಾಪಿಸಲಾಗಿದ್ದ ಹೊಸ ವಿಶ್ವವಿದ್ಯಾಲಯಗಳನ್ನು ಮುಚ್ಚಲು ಕಾಂಗ್ರೆಸ್ ಸರ್ಕಾರ ನಿರ್ಧರಿಸಿರುವುದು ಶಿಕ್ಷಣ ಕ್ಷೇತ್ರಕ್ಕೆ ಮಾಡಿದ ದೊಡ್ಡ ಅನ್ಯಾಯ bbox=[28, 461, 168, 501]
story1-col3: ಜನರು ರೈಲು ನಿಲ್ದಾಣದ ಮೂಲಕ ಪ್ರಯಾಣಿಸಲು ಭಾರೀ ಸಂಖ್ಯೆಯಲ್ಲಿ ಬಂದಿದ್ದರು. ನೂಕುನುಗ್ಗಲು ಉಂಟಾಗಿದ್ದು, ಹಲವರು ಉಸಿರುಗಟ್ಟಿ ಮತ್ತು ಕಾಲ್ತುಳಿತಕ್ಕೆ ಸಿಲುಕಿ ಸಾವನ್ನಪ್ಪಿದ್ದಾರೆ. bbox=[252, 129, 357, 213]
story7-col3: ಅಧಿಕೃತ ಮೂಲಗಳಿಂದ ಈ ಬಗ್ಗೆ ಮಾಹಿತಿ ಬಂದಿದೆ ಎಂದು ಹೇಳಿದ್ದಾರೆ. bbox=[322, 913, 464, 939]
death-col3: ಭಾನುವಾರ ಸಾವನ್ನಪ್ಪಿದ್ದಾರೆ. ಒಂದು ವರ್ಷದ ಹಿಂದೆ ಮದುವೆಯಾಗಿತ್ತು. ಆಸ್ಪತ್ರೆಯ ನಿರ್ಲಕ್ಷ್ಯ ಕಾರಣ ಎಂದು ಕುಟುಂಬಸ್ಥರು ಆಕ್ರಂದನ ಮುಗಿಲು ಮುಟ್ಟಿದೆ. bbox=[780, 1419, 920, 1474]
issue-date: ಸೋಮವಾರ 17 ಫೆಬ್ರವರಿ 2025 bbox=[30, 34, 195, 50]
wedding-top-rule bbox=[28, 952, 464, 954]
column-rule-left bbox=[473, 64, 474, 1554]
reg-mark-black-2 bbox=[645, 1562, 653, 1570]
front-banner bbox=[28, 64, 464, 100]
forex-col3: ಆರು ಸಾರ್ವಕಾಲಿಕ ಗರಿಷ್ಠ ಮಟ್ಟ ಎನಿಸಿದೆ. ಅದಾದ ಬಳಿಕ ನಿಧಿಯಲ್ಲಿ ಸತತ ಇಳಿಕೆ ಆಗುತ್ತಾ ಬಂದಿದೆ. ಆದರೆ, ಕಳೆದ ಮೂರು ವಾರದಿಂದ ಸತತ ಏರಿಕೆ ಆಗಿದೆ. ಹಿಂದಿನ ವಾರ, ಜನವರಿ 31ರಂದು ಅಂತ್ಯಗೊಂಡ ವಾರದಲ್ಲಿ ಫಾರೆಕ್ಸ್ ಮೀಸಲು ನಿಧಿ 1.05 ಬಿಲಿಯನ್ ಡಾಲರ್‌ನಷ್ಟು ಹೆಚ್ಚಳವಾಗಿತ್ತು. ವಿದೇಶೀ ವಿನಿಮಯ ಮೀಸಲು ನಿಧಿಯಲ್ಲಿ ಭಾರತ ನಾಲ್ಕನೇ ಸ್ಥಾನದಲ್ಲಿದೆ. ಚೀನಾ 3.5 ಟ್ರಿಲಿಯನ್ ಡಾಲರ್ ಫಾರೆಕ್ಸ್ ಸಂಪತ್ತಿನೊಂದಿಗೆ ಅಗ್ರಸ್ಥಾನದಲ್ಲಿದೆ. ಜಪಾನ್ ಬಳಿ 1.2 ಟ್ರಿಲಿಯನ್ ಡಾಲರ್ ಫಾರೆಕ್ಸ್ ಸಂಪತ್ತಿದೆ. ಮೂರನೇ ಸ್ಥಾನದಲ್ಲಿ ಸ್ವಿಟ್ಜರ್ಲ್ಯಾಂಡ್ ದೇಶ ಇದೆ. bbox=[780, 468, 920, 639]
